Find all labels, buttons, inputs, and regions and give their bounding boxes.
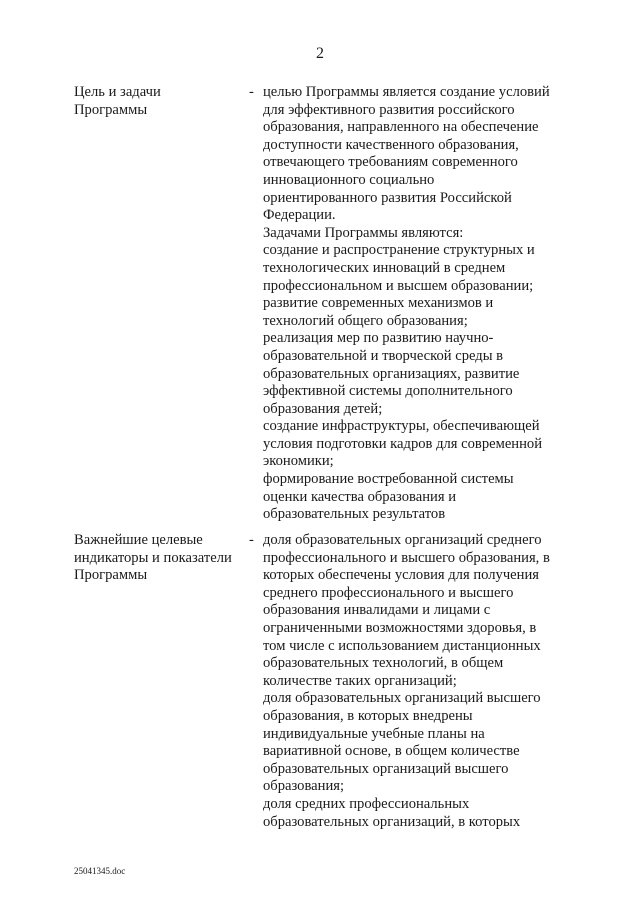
section-label: Цель и задачи Программы [74, 84, 161, 118]
dash-marker: - [249, 532, 254, 548]
page-number: 2 [316, 45, 324, 62]
section-content: доля образовательных организаций среднего профессионального и высшего образования, в которых обеспечены условия для получения среднего профессионального и высшего образования инвалидами и лицами с ограниченными возможностями здоровья, в том числе с использованием дистанционных образовательных технологий, в общем количестве таких организаций; доля образовательных организаций высшего образования, в которых внедрены индивидуальные учебные планы на вариативной основе, в общем количестве образовательных организаций высшего образования; доля средних профессиональных образовательных организаций, в которых [263, 532, 550, 830]
section-content: целью Программы является создание условий для эффективного развития российского образования, направленного на обеспечение доступности качественного образования, отвечающего требованиям современного инновационного социально ориентированного развития Российской Федерации. Задачами Программы являются: создание и распространение структурных и технологических инноваций в среднем профессиональном и высшем образовании; развитие современных механизмов и технологий общего образования; реализация мер по развитию научно- образовательной и творческой среды в образовательных организациях, развитие эффективной системы дополнительного образования детей; создание инфраструктуры, обеспечивающей условия подготовки кадров для современной экономики; формирование востребованной системы оценки качества образования и образовательных результатов [263, 84, 550, 523]
footer-doc-name: 25041345.doc [74, 866, 126, 876]
dash-marker: - [249, 84, 254, 100]
section-label: Важнейшие целевые индикаторы и показатели Программы [74, 532, 232, 584]
